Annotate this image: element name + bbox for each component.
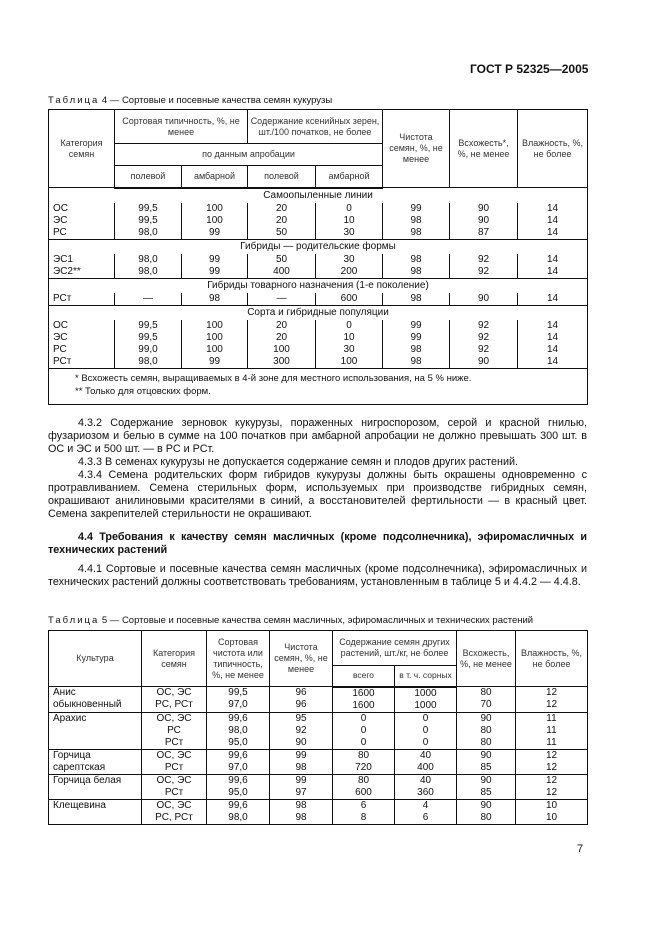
body-text xyxy=(48,417,587,589)
header-moisture: Влажность, %, не более xyxy=(518,110,588,188)
table-row xyxy=(49,266,588,279)
paragraph-4-3-4: 4.3.4 Семена родительских форм гибридов кукурузы должны быть окрашены одновременно с протравливанием. Семена стерильных форм, используемых при производстве гибридных семян, окрашивают анилиновыми красителями в синий, а восстановителей фертильности — в красный цвет. Семена закрепителей стерильности не окрашивают. xyxy=(48,469,587,520)
value-cell: 10 10 xyxy=(516,799,588,824)
table4-caption xyxy=(48,95,332,106)
value-cell: 20 xyxy=(248,320,316,332)
group-title: Гибриды — родительские формы xyxy=(49,239,588,254)
value-cell: 98,0 xyxy=(115,356,182,369)
value-cell: 95 92 90 xyxy=(270,712,333,749)
header-other-seeds: Содержание семян других растений, шт./кг, не более xyxy=(333,631,457,666)
table-row xyxy=(49,203,588,215)
header-moisture: Влажность, %, не более xyxy=(516,631,588,687)
table-row xyxy=(49,799,588,824)
value-cell: — xyxy=(248,293,316,306)
value-cell: 90 xyxy=(450,215,518,227)
value-cell: 99 xyxy=(182,356,248,369)
category-cell: ОС, ЭС РСт xyxy=(142,774,207,799)
value-cell: 100 xyxy=(316,356,383,369)
value-cell: 14 xyxy=(518,332,588,344)
table-row xyxy=(49,332,588,344)
table-row xyxy=(49,749,588,774)
paragraph-4-3-2: 4.3.2 Содержание зерновок кукурузы, пораженных нигроспорозом, серой и красной гнилью, фузариозом и белью в сумме на 100 початков при амбарной апробации не должно превышать 300 шт. в ОС и ЭС и 500 шт. — в РС и РСт. xyxy=(48,417,587,455)
value-cell: 100 xyxy=(248,344,316,356)
value-cell: 14 xyxy=(518,254,588,266)
value-cell: 14 xyxy=(518,266,588,279)
category-cell: ЭС xyxy=(49,215,115,227)
culture-cell: Арахис xyxy=(49,712,142,749)
value-cell: 14 xyxy=(518,293,588,306)
group-title-row xyxy=(49,188,588,203)
value-cell: 96 96 xyxy=(270,687,333,713)
value-cell: 99,5 xyxy=(115,332,182,344)
value-cell: 100 xyxy=(182,332,248,344)
header-category: Категория семян xyxy=(49,110,115,188)
table-row xyxy=(49,774,588,799)
header-total: всего xyxy=(333,666,395,687)
table-row xyxy=(49,712,588,749)
value-cell: 99 xyxy=(383,203,450,215)
value-cell: 10 xyxy=(316,215,383,227)
header-germination: Всхожесть, %, не менее xyxy=(457,631,516,687)
category-cell: РСт xyxy=(49,293,115,306)
table-row xyxy=(49,227,588,240)
value-cell: 99,6 98,0 xyxy=(207,799,270,824)
value-cell: 14 xyxy=(518,344,588,356)
page-number: 7 xyxy=(577,843,584,855)
footnote: ** Только для отцовских форм. xyxy=(75,385,211,397)
category-cell: ЭС2** xyxy=(49,266,115,279)
header-field: полевой xyxy=(248,166,316,188)
value-cell: 6 8 xyxy=(333,799,395,824)
value-cell: 12 12 xyxy=(516,749,588,774)
value-cell: 98 xyxy=(182,293,248,306)
group-title: Самоопыленные линии xyxy=(49,188,588,203)
value-cell: 1000 1000 xyxy=(395,687,457,713)
header-barn: амбарной xyxy=(182,166,248,188)
header-germination: Всхожесть*, %, не менее xyxy=(450,110,518,188)
group-title-row xyxy=(49,305,588,320)
value-cell: 600 xyxy=(316,293,383,306)
value-cell: 98 xyxy=(383,254,450,266)
table-4 xyxy=(48,109,588,405)
value-cell: 99,0 xyxy=(115,344,182,356)
category-cell: ОС, ЭС РСт xyxy=(142,749,207,774)
value-cell: 1600 1600 xyxy=(333,687,395,713)
footnotes xyxy=(49,368,588,404)
value-cell: 12 12 xyxy=(516,687,588,713)
value-cell: 99,6 97,0 xyxy=(207,749,270,774)
category-cell: РСт xyxy=(49,356,115,369)
value-cell: 14 xyxy=(518,356,588,369)
table-row xyxy=(49,687,588,713)
value-cell: 99,5 xyxy=(115,203,182,215)
value-cell: 99,6 95,0 xyxy=(207,774,270,799)
value-cell: 90 80 80 xyxy=(457,712,516,749)
culture-cell: Анис обыкновенный xyxy=(49,687,142,713)
value-cell: 99 xyxy=(182,254,248,266)
value-cell: 98,0 xyxy=(115,227,182,240)
value-cell: 12 12 xyxy=(516,774,588,799)
value-cell: 80 70 xyxy=(457,687,516,713)
table-row xyxy=(49,344,588,356)
category-cell: ЭС1 xyxy=(49,254,115,266)
value-cell: 99 98 xyxy=(270,749,333,774)
value-cell: 98 98 xyxy=(270,799,333,824)
table-row xyxy=(49,356,588,369)
value-cell: 98 xyxy=(383,266,450,279)
value-cell: 98 xyxy=(383,215,450,227)
header-approbation: по данным апробации xyxy=(115,144,383,166)
value-cell: 0 xyxy=(316,203,383,215)
value-cell: 99,5 97,0 xyxy=(207,687,270,713)
category-cell: ОС, ЭС РС РСт xyxy=(142,712,207,749)
value-cell: 14 xyxy=(518,320,588,332)
header-purity: Чистота семян, %, не менее xyxy=(383,110,450,188)
value-cell: 20 xyxy=(248,203,316,215)
value-cell: 100 xyxy=(182,344,248,356)
value-cell: 98 xyxy=(383,227,450,240)
value-cell: 90 xyxy=(450,356,518,369)
value-cell: 40 400 xyxy=(395,749,457,774)
value-cell: 92 xyxy=(450,254,518,266)
footnotes-row xyxy=(49,368,588,404)
value-cell: 98 xyxy=(383,293,450,306)
value-cell: 20 xyxy=(248,332,316,344)
value-cell: 92 xyxy=(450,344,518,356)
table-label: Таблица xyxy=(48,95,100,106)
value-cell: 10 xyxy=(316,332,383,344)
culture-cell: Горчица белая xyxy=(49,774,142,799)
category-cell: ОС, ЭС РС, РСт xyxy=(142,687,207,713)
value-cell: 90 xyxy=(450,293,518,306)
value-cell: 90 85 xyxy=(457,774,516,799)
category-cell: ОС xyxy=(49,203,115,215)
value-cell: 99,6 98,0 95,0 xyxy=(207,712,270,749)
value-cell: 300 xyxy=(248,356,316,369)
value-cell: 0 xyxy=(316,320,383,332)
value-cell: 98,0 xyxy=(115,254,182,266)
value-cell: 99,5 xyxy=(115,215,182,227)
header-category: Категория семян xyxy=(142,631,207,687)
value-cell: 20 xyxy=(248,215,316,227)
value-cell: 99 xyxy=(383,320,450,332)
value-cell: 99,5 xyxy=(115,320,182,332)
value-cell: 90 xyxy=(450,203,518,215)
header-culture: Культура xyxy=(49,631,142,687)
value-cell: 0 0 0 xyxy=(333,712,395,749)
table-row xyxy=(49,293,588,306)
section-heading-4-4: 4.4 Требования к качеству семян масличных (кроме подсолнечника), эфиромасличных и технических растений xyxy=(48,531,587,556)
culture-cell: Горчица сарептская xyxy=(49,749,142,774)
value-cell: 99 xyxy=(182,266,248,279)
header-xenia: Содержание ксенийных зерен, шт./100 початков, не более xyxy=(248,110,383,144)
table-row xyxy=(49,254,588,266)
table-title: 4 — Сортовые и посевные качества семян кукурузы xyxy=(99,95,333,106)
paragraph-4-4-1: 4.4.1 Сортовые и посевные качества семян масличных (кроме подсолнечника), эфиромасличных и технических растений должны соответствовать требованиям, установленным в таблице 5 и 4.4.2 — 4.4.8. xyxy=(48,563,587,588)
group-title-row xyxy=(49,278,588,293)
group-title: Сорта и гибридные популяции xyxy=(49,305,588,320)
value-cell: 100 xyxy=(182,320,248,332)
value-cell: 11 11 11 xyxy=(516,712,588,749)
value-cell: 92 xyxy=(450,320,518,332)
value-cell: 92 xyxy=(450,332,518,344)
paragraph-4-3-3: 4.3.3 В семенах кукурузы не допускается содержание семян и плодов других растений. xyxy=(78,456,519,468)
value-cell: 98 xyxy=(383,344,450,356)
value-cell: 30 xyxy=(316,254,383,266)
table-label: Таблица xyxy=(48,615,100,626)
value-cell: 99 97 xyxy=(270,774,333,799)
value-cell: 4 6 xyxy=(395,799,457,824)
value-cell: 30 xyxy=(316,227,383,240)
value-cell: 200 xyxy=(316,266,383,279)
value-cell: 80 600 xyxy=(333,774,395,799)
value-cell: 100 xyxy=(182,215,248,227)
value-cell: 0 0 0 xyxy=(395,712,457,749)
group-title: Гибриды товарного назначения (1-е поколение) xyxy=(49,278,588,293)
value-cell: 400 xyxy=(248,266,316,279)
table-row xyxy=(49,215,588,227)
value-cell: 99 xyxy=(383,332,450,344)
value-cell: 14 xyxy=(518,215,588,227)
value-cell: 100 xyxy=(182,203,248,215)
category-cell: РС xyxy=(49,344,115,356)
value-cell: 14 xyxy=(518,227,588,240)
value-cell: 80 720 xyxy=(333,749,395,774)
value-cell: 87 xyxy=(450,227,518,240)
value-cell: 99 xyxy=(182,227,248,240)
value-cell: 40 360 xyxy=(395,774,457,799)
category-cell: ОС xyxy=(49,320,115,332)
table-5 xyxy=(48,630,588,825)
value-cell: 14 xyxy=(518,203,588,215)
value-cell: 98,0 xyxy=(115,266,182,279)
table5-caption xyxy=(48,615,533,626)
header-typicity: Сортовая типичность, %, не менее xyxy=(115,110,248,144)
header-purity: Чистота семян, %, не менее xyxy=(270,631,333,687)
group-title-row xyxy=(49,239,588,254)
value-cell: 30 xyxy=(316,344,383,356)
table-row xyxy=(49,320,588,332)
category-cell: ЭС xyxy=(49,332,115,344)
header-weeds: в т. ч. сорных xyxy=(395,666,457,687)
category-cell: РС xyxy=(49,227,115,240)
category-cell: ОС, ЭС РС, РСт xyxy=(142,799,207,824)
standard-number: ГОСТ Р 52325—2005 xyxy=(470,62,589,76)
value-cell: 50 xyxy=(248,227,316,240)
header-field: полевой xyxy=(115,166,182,188)
value-cell: 98 xyxy=(383,356,450,369)
culture-cell: Клещевина xyxy=(49,799,142,824)
value-cell: 50 xyxy=(248,254,316,266)
value-cell: 92 xyxy=(450,266,518,279)
footnote: * Всхожесть семян, выращиваемых в 4-й зоне для местного использования, на 5 % ниже. xyxy=(75,372,472,384)
table-title: 5 — Сортовые и посевные качества семян масличных, эфиромасличных и технических растений xyxy=(99,615,534,626)
header-barn: амбарной xyxy=(316,166,383,188)
value-cell: 90 80 xyxy=(457,799,516,824)
header-varietal-purity: Сортовая чистота или типичность, %, не менее xyxy=(207,631,270,687)
value-cell: 90 85 xyxy=(457,749,516,774)
value-cell: — xyxy=(115,293,182,306)
